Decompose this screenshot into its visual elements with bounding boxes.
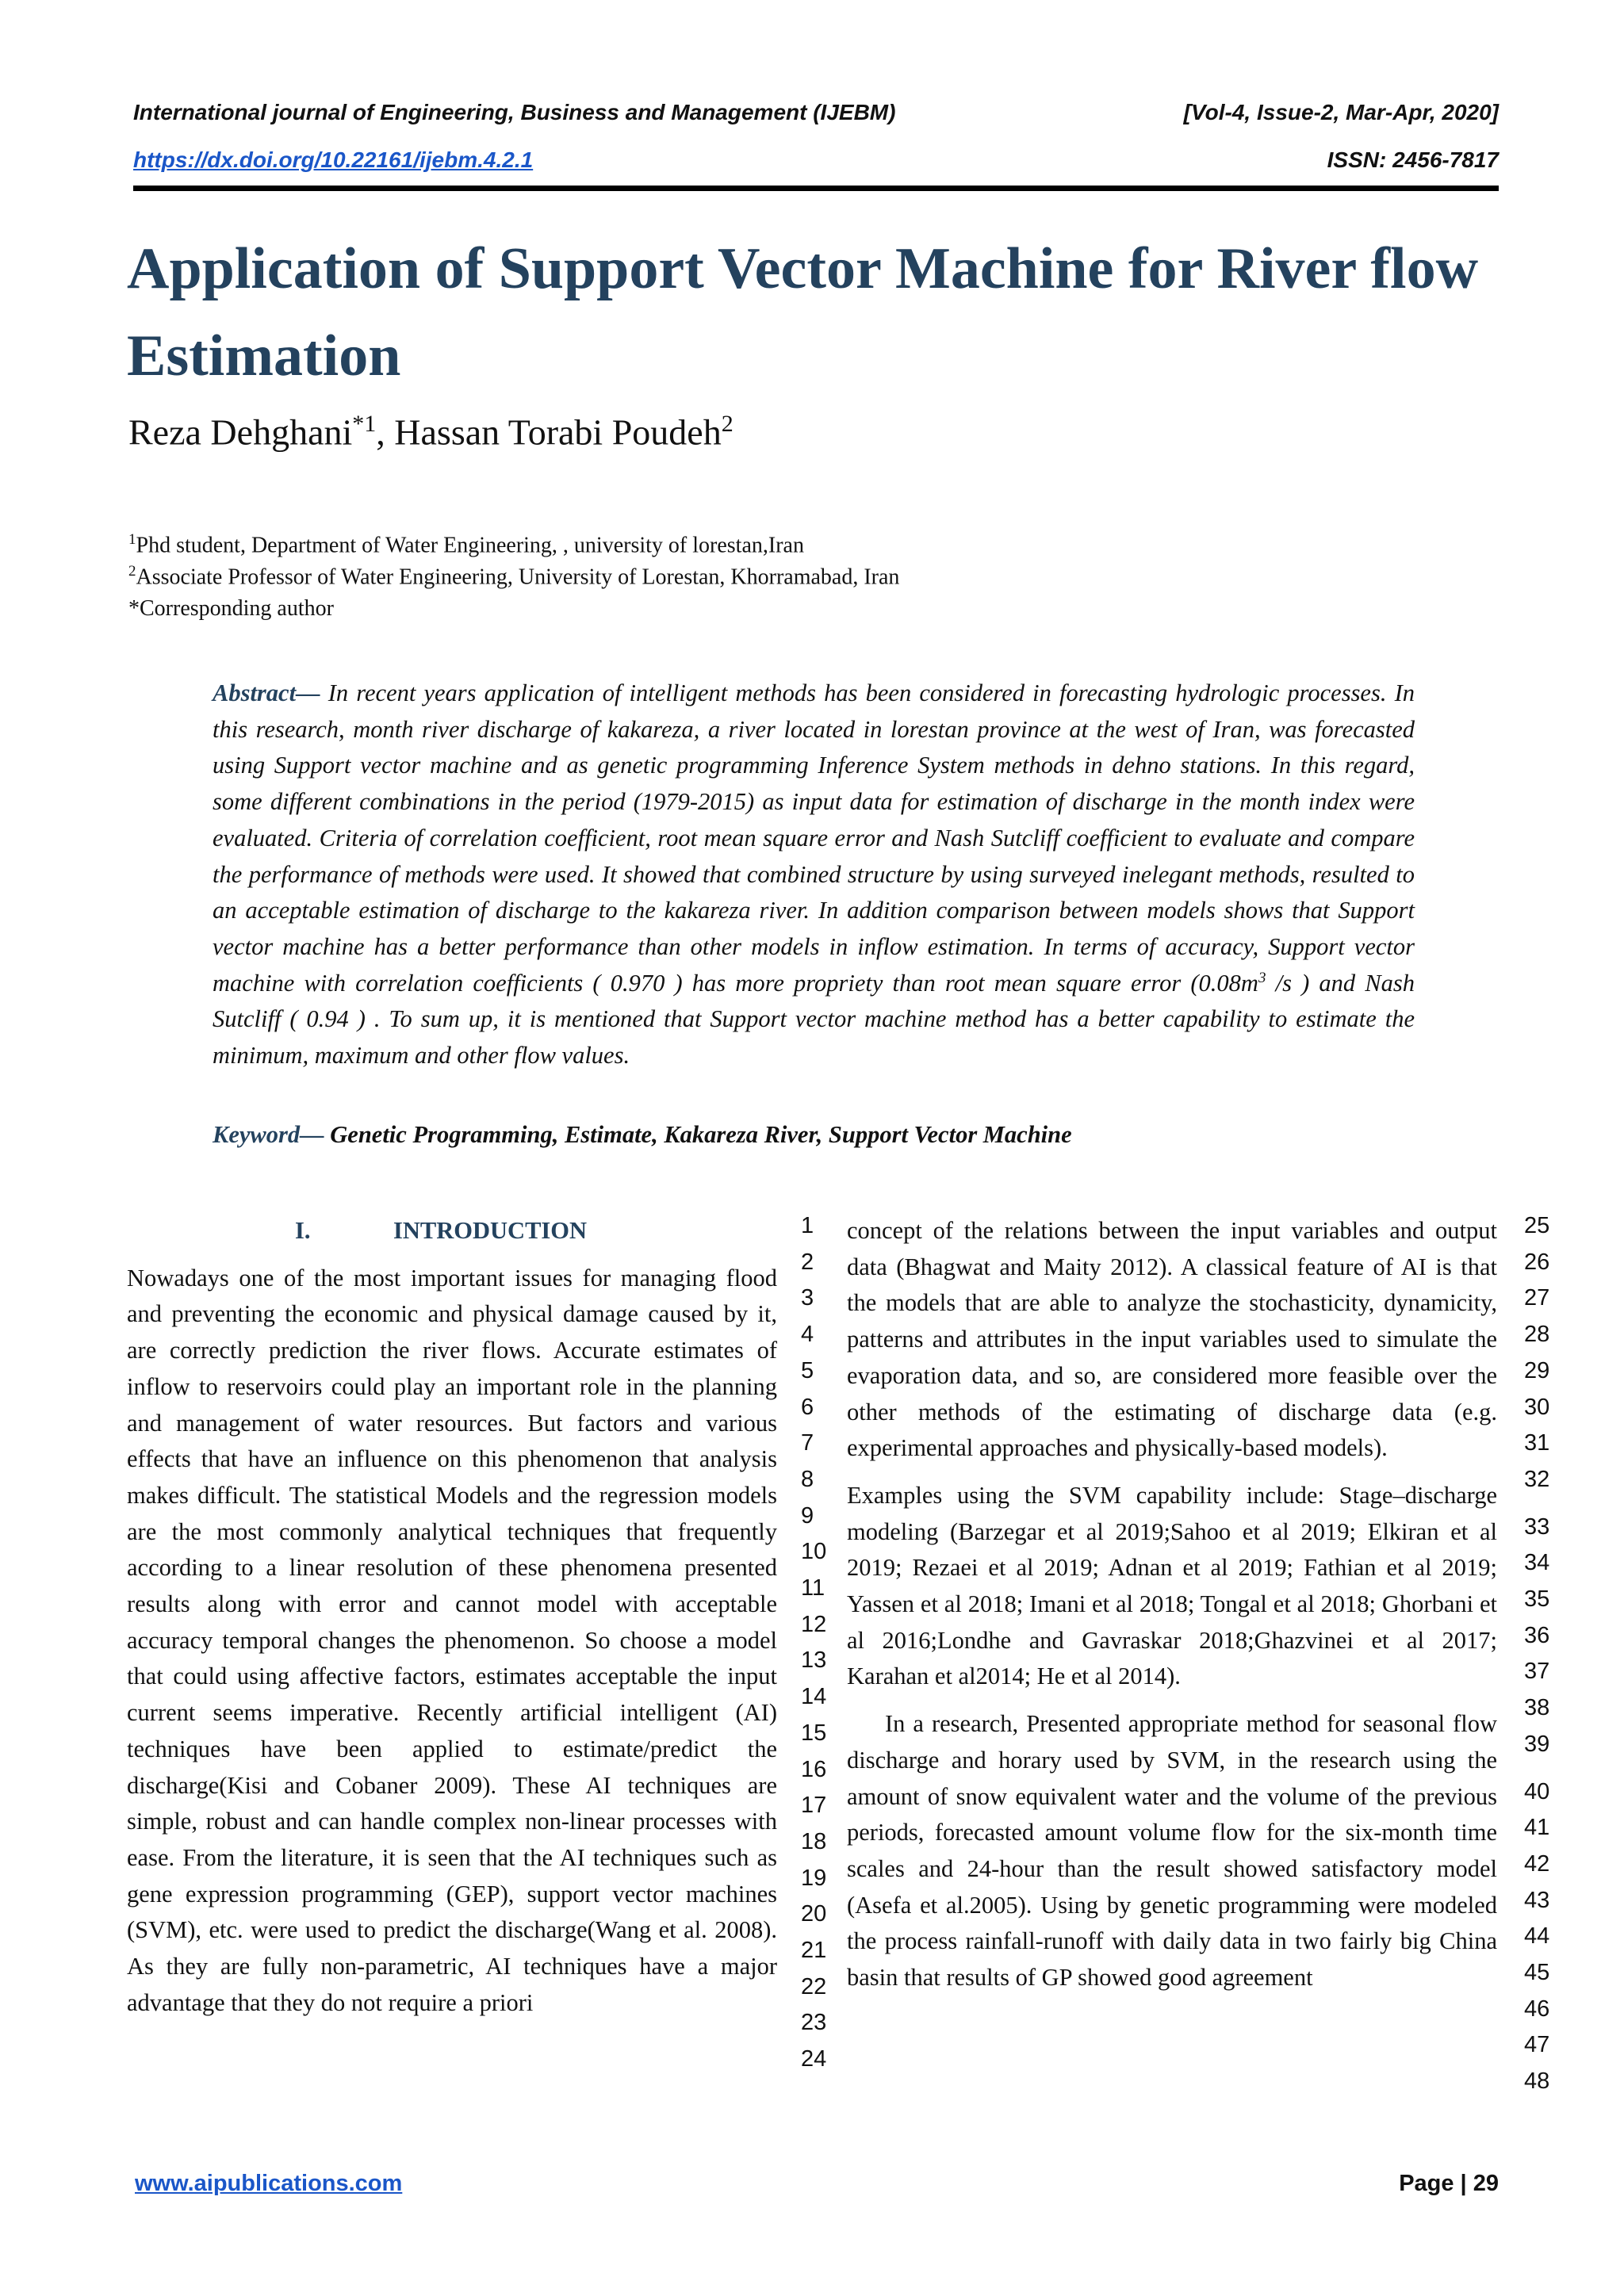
line-number: 3 <box>801 1285 814 1311</box>
affiliation-2-sup: 2 <box>128 563 136 580</box>
line-number: 17 <box>801 1793 827 1819</box>
line-number: 15 <box>801 1720 827 1746</box>
body-column-left <box>127 1213 777 2021</box>
line-number: 35 <box>1524 1586 1550 1612</box>
footer-website-link[interactable]: www.aipublications.com <box>135 2171 403 2196</box>
keyword-text: Genetic Programming, Estimate, Kakareza River, Support Vector Machine <box>330 1121 1072 1148</box>
line-number: 27 <box>1524 1285 1550 1311</box>
line-number: 21 <box>801 1938 827 1963</box>
journal-header <box>133 100 1499 125</box>
corresponding-author-note <box>128 596 334 622</box>
line-number: 29 <box>1524 1357 1550 1383</box>
line-number: 12 <box>801 1611 827 1637</box>
line-number: 26 <box>1524 1249 1550 1275</box>
line-number: 19 <box>801 1865 827 1891</box>
line-number: 1 <box>801 1213 814 1238</box>
author-2-sup: 2 <box>721 411 733 437</box>
line-number: 5 <box>801 1357 814 1383</box>
line-number: 40 <box>1524 1778 1550 1804</box>
affiliation-1-sup: 1 <box>128 531 136 548</box>
abstract-dash: — <box>296 679 328 706</box>
journal-name: International journal of Engineering, Business and Management (IJEBM) <box>133 100 896 124</box>
line-number: 38 <box>1524 1695 1550 1721</box>
author-separator: , <box>376 411 395 453</box>
header-rule <box>133 186 1499 191</box>
line-number: 22 <box>801 1973 827 1999</box>
doi-header <box>133 147 1499 173</box>
affiliation-2-text: Associate Professor of Water Engineering, University of Lorestan, Khorramabad, Iran <box>136 564 900 590</box>
affiliation-2 <box>128 563 899 590</box>
section-number: I. <box>295 1217 311 1244</box>
abstract-superscript: 3 <box>1258 969 1266 986</box>
author-1: Reza Dehghani <box>128 411 353 453</box>
line-number: 44 <box>1524 1923 1550 1950</box>
abstract-text-b: /s ) and Nash Sutcliff ( 0.94 ) . To sum up, it is mentioned that Support vector machine method has a better capability to estimate the minimum, maximum and other flow values. <box>213 969 1415 1070</box>
intro-paragraph-2: concept of the relations between the input variables and output data (Bhagwat and Maity 2012). A classical feature of AI is that the models that are able to analyze the stochasticity, dynamicity, patterns and attributes in the input variables used to simulate the evaporation data, and so, are considered more feasible over the other methods of the estimating of discharge data (e.g. experimental approaches and physically-based models). <box>847 1217 1497 1462</box>
section-heading <box>127 1213 777 1249</box>
line-number: 36 <box>1524 1622 1550 1648</box>
line-number: 10 <box>801 1539 827 1565</box>
intro-paragraph-3: Examples using the SVM capability include: Stage–discharge modeling (Barzegar et al 2019;Sahoo et al 2019; Elkiran et al 2019; Rezaei et al 2019; Adnan et al 2019; Fathian et al 2019; Yassen et al 2018; Imani et al 2018; Tongal et al 2018; Ghorbani et al 2016;Londhe and Gavraskar 2018;Ghazvinei et al 2017; Karahan et al2014; He et al 2014). <box>847 1481 1497 1690</box>
line-number: 48 <box>1524 2068 1550 2095</box>
line-number: 4 <box>801 1322 814 1348</box>
intro-paragraph-1: Nowadays one of the most important issues for managing flood and preventing the economic and physical damage caused by it, are correctly prediction the river flows. Accurate estimates of inflow to reservoirs could play an important role in the planning and management of water resources. But factors and various effects that have an influence on this phenomenon that analysis makes difficult. The statistical Models and the regression models are the most commonly analytical techniques that frequently according to a linear resolution of these phenomena presented results along with error and cannot model with acceptable accuracy temporal changes the phenomenon. So choose a model that could using affective factors, estimates acceptable the input current seems imperative. Recently artificial intelligent (AI) techniques have been applied to estimate/predict the discharge(Kisi and Cobaner 2009). These AI techniques are simple, robust and can handle complex non-linear processes with ease. From the literature, it is seen that the AI techniques such as gene expression programming (GEP), support vector machines (SVM), etc. were used to predict the discharge(Wang et al. 2008). As they are fully non-parametric, AI techniques have a major advantage that they do not require a priori <box>127 1264 777 2016</box>
keyword-label: Keyword <box>213 1121 301 1148</box>
corresponding-author-text: *Corresponding author <box>128 596 334 621</box>
line-number: 32 <box>1524 1466 1550 1492</box>
abstract-text-a: In recent years application of intelligent methods has been considered in forecasting hydrologic processes. In this research, month river discharge of kakareza, a river located in lorestan province at the west of Iran, was forecasted using Support vector machine and as genetic programming Inference System methods in dehno stations. In this regard, some different combinations in the period (1979-2015) as input data for estimation of discharge in the month index were evaluated. Criteria of correlation coefficient, root mean square error and Nash Sutcliff coefficient to evaluate and compare the performance of methods were used. It showed that combined structure by using surveyed inelegant methods, resulted to an acceptable estimation of discharge to the kakareza river. In addition comparison between models shows that Support vector machine has a better performance than other models in inflow estimation. In terms of accuracy, Support vector machine with correlation coefficients ( 0.970 ) has more propriety than root mean square error (0.08m <box>213 679 1415 997</box>
author-list <box>128 411 733 453</box>
line-number: 39 <box>1524 1731 1550 1757</box>
line-number: 8 <box>801 1466 814 1492</box>
author-1-sup: *1 <box>352 411 377 437</box>
keyword-dash: — <box>300 1121 331 1148</box>
line-number: 28 <box>1524 1322 1550 1348</box>
line-number: 30 <box>1524 1394 1550 1420</box>
line-number: 47 <box>1524 2032 1550 2058</box>
section-title: INTRODUCTION <box>393 1217 588 1244</box>
issn: ISSN: 2456-7817 <box>1327 147 1499 172</box>
doi-link[interactable]: https://dx.doi.org/10.22161/ijebm.4.2.1 <box>133 147 534 172</box>
body-column-right <box>847 1213 1497 1996</box>
abstract <box>213 675 1415 1074</box>
keywords <box>213 1121 1415 1149</box>
line-number: 18 <box>801 1828 827 1854</box>
line-number: 20 <box>801 1901 827 1927</box>
line-number: 37 <box>1524 1659 1550 1685</box>
volume-info: [Vol-4, Issue-2, Mar-Apr, 2020] <box>1183 100 1499 124</box>
line-number: 46 <box>1524 1996 1550 2022</box>
author-2: Hassan Torabi Poudeh <box>394 411 722 453</box>
line-number: 24 <box>801 2046 827 2072</box>
line-number: 6 <box>801 1394 814 1420</box>
line-number: 45 <box>1524 1960 1550 1985</box>
paper-title: Application of Support Vector Machine for River flow Estimation <box>127 236 1479 388</box>
line-number: 9 <box>801 1502 814 1529</box>
line-number: 13 <box>801 1647 827 1674</box>
line-number: 42 <box>1524 1850 1550 1877</box>
line-number: 33 <box>1524 1513 1550 1540</box>
line-number: 2 <box>801 1249 814 1275</box>
line-number: 14 <box>801 1684 827 1710</box>
line-number: 25 <box>1524 1213 1550 1238</box>
abstract-label: Abstract <box>213 679 297 706</box>
page-number: Page | 29 <box>1399 2171 1499 2196</box>
line-number: 23 <box>801 2010 827 2036</box>
affiliation-1 <box>128 531 804 558</box>
intro-paragraph-4: In a research, Presented appropriate method for seasonal flow discharge and horary used by SVM, in the research using the amount of snow equivalent water and the volume of the previous periods, forecasted amount volume flow for the six-month time scales and 24-hour than the result showed satisfactory model (Asefa et al.2005). Using by genetic programming were modeled the process rainfall-runoff with daily data in two fairly big China basin that results of GP showed good agreement <box>847 1710 1497 1992</box>
line-number: 43 <box>1524 1887 1550 1913</box>
line-number: 16 <box>801 1756 827 1782</box>
line-number: 34 <box>1524 1550 1550 1576</box>
line-number: 41 <box>1524 1815 1550 1841</box>
line-number: 31 <box>1524 1430 1550 1456</box>
line-number: 11 <box>801 1575 825 1601</box>
affiliation-1-text: Phd student, Department of Water Engineering, , university of lorestan,Iran <box>136 533 804 558</box>
line-number: 7 <box>801 1430 814 1456</box>
